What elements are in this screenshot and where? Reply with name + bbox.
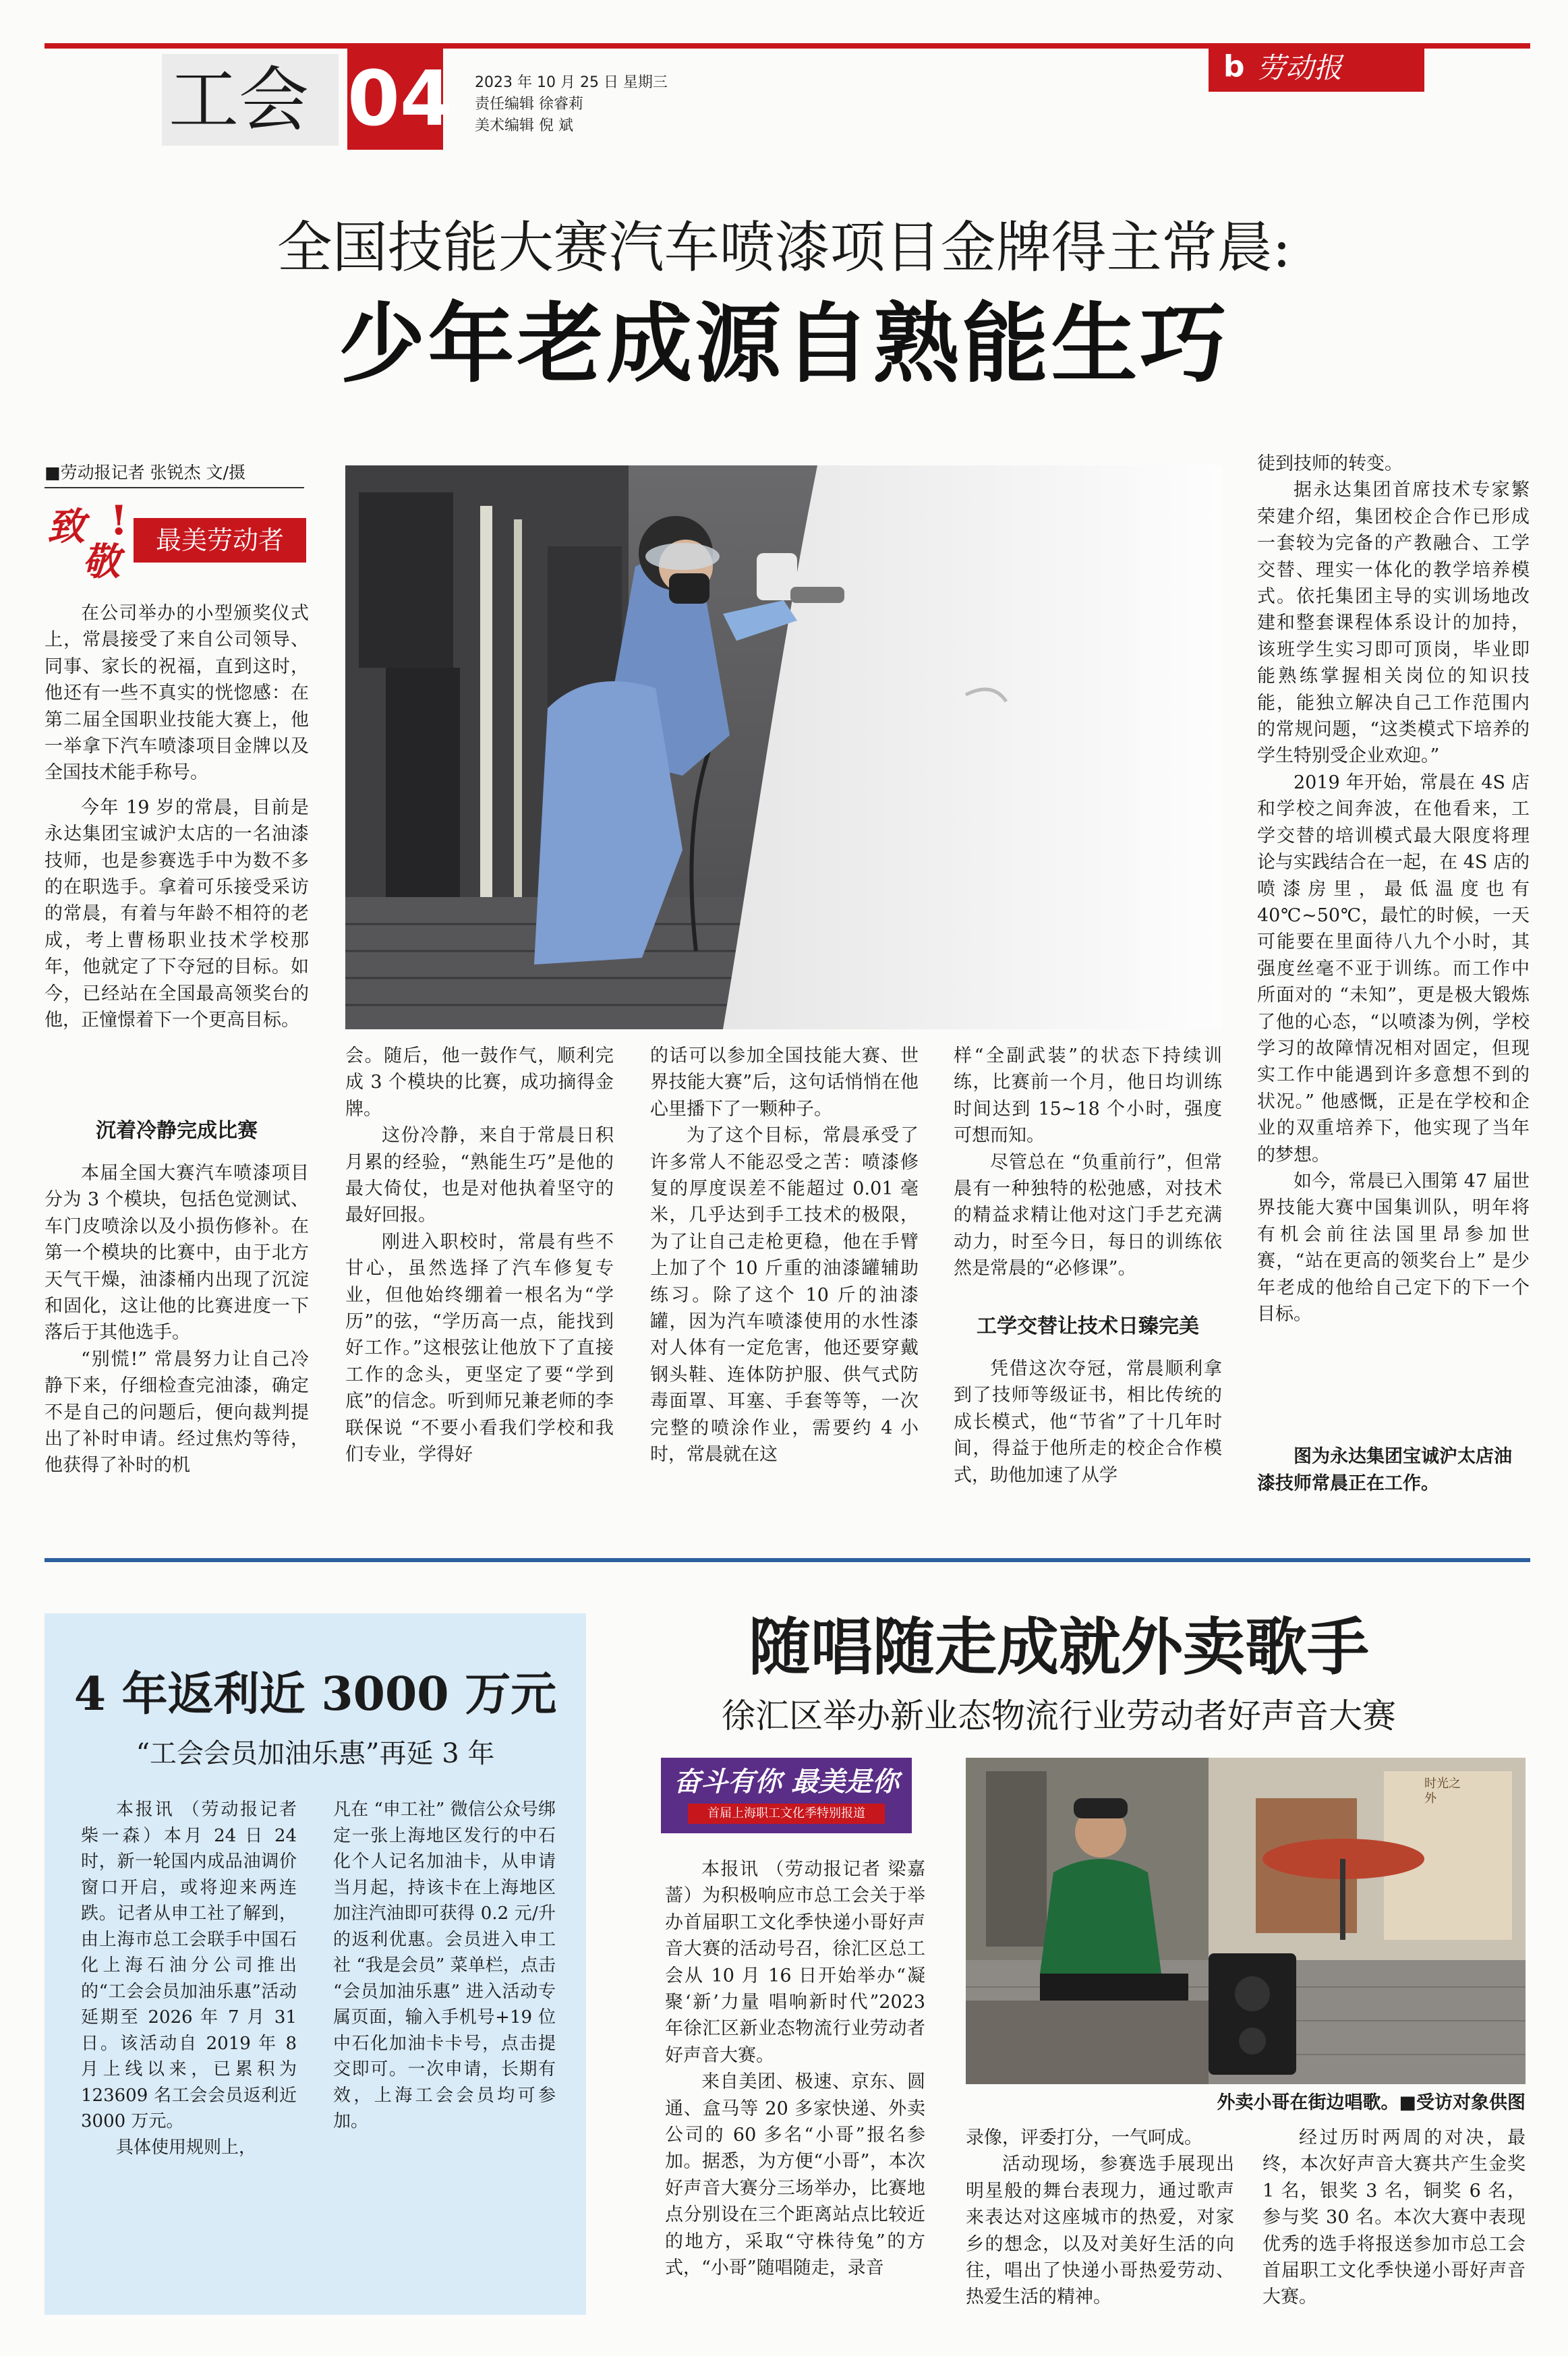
second-subheadline: 徐汇区举办新业态物流行业劳动者好声音大赛 [722,1696,1396,1735]
street-singer-photo [966,1758,1526,2084]
paragraph: 录像，评委打分，一气呵成。 [966,2127,1202,2148]
paragraph: 的话可以参加全国技能大赛、世界技能大赛”后，这句话悄悄在他心里播下了一颗种子。 [650,1045,919,1120]
main-photo[interactable] [345,465,1222,1029]
section-divider [45,1558,1530,1562]
paragraph: 本报讯 （劳动报记者 柴一森）本月 24 日 24 时，新一轮国内成品油调价窗口开启，或将迎来两连跌。记者从申工社了解到，由上海市总工会联手中国石化上海石油分公司推出的“工会会员加油乐惠”活动延期至 2026 年 7 月 31 日。该活动自 2019 年 8 月上线以来，已累积为 123609 名工会会员返利近 3000 万元。 [81,1800,297,2131]
paragraph: 具体使用规则上， [116,2137,257,2158]
paragraph: 尽管总在 “负重前行”，但常晨有一种独特的松弛感，对技术的精益求精让他对这门手艺充满动力，时至今日，每日的训练依然是常晨的“必修课”。 [954,1151,1222,1280]
article-column-5 [1257,451,1530,1327]
byline-rule [45,487,304,488]
article-column-4 [954,1043,1222,1282]
paragraph: 经过历时两周的对决，最终，本次好声音大赛共产生金奖 1 名，银奖 3 名，铜奖 6 名，参与奖 30 名。本次大赛中表现优秀的选手将报送参加市总工会首届职工文化季快递小哥好声音大赛。 [1262,2127,1526,2308]
paragraph: 这份冷静，来自于常晨日积月累的经验，“熟能生巧”是他的最大倚仗，也是对他执着坚守的最好回报。 [345,1125,614,1226]
column-badge: 最美劳动者 [134,518,306,563]
culture-season-banner[interactable] [661,1758,912,1833]
subhead: 沉着冷静完成比赛 [96,1119,258,1143]
photo-caption: 图为永达集团宝诚沪太店油漆技师常晨正在工作。 [1257,1446,1512,1494]
second-column-1 [665,1856,925,2282]
exclamation-mark-icon: ! [110,497,128,544]
shop-sign: 时光之外 [1424,1777,1461,1806]
article-column-4b [954,1356,1222,1489]
art-editor-line: 美术编辑 倪 斌 [475,117,573,134]
article-headline: 少年老成源自熟能生巧 [339,293,1229,395]
paragraph: 本报讯 （劳动报记者 梁嘉蔷）为积极响应市总工会关于举办首届职工文化季快递小哥好声音大赛的活动号召，徐汇区总工会从 10 月 16 日开始举办“凝聚‘新’力量 唱响新时代”2023 年徐汇区新业态物流行业劳动者好声音大赛。 [665,1859,925,2066]
second-column-2 [966,2125,1234,2311]
logo-b-icon: b [1223,49,1245,84]
paragraph: 今年 19 岁的常晨，目前是永达集团宝诚沪太店的一名油漆技师，也是参赛选手中为数不多的在职选手。拿着可乐接受采访的常晨，有着与年龄不相符的老成，考上曹杨职业技术学校那年，他就定了下夺冠的目标。如今，已经站在全国最高领奖台的他，正憧憬着下一个更高目标。 [45,797,309,1031]
byline: ■劳动报记者 张锐杰 文/摄 [45,463,245,482]
date-line: 2023 年 10 月 25 日 星期三 [475,74,668,91]
paragraph: 据永达集团首席技术专家繁荣建介绍，集团校企合作已形成一套较为完备的产教融合、工学交替、理实一体化的教学培养模式。依托集团主导的实训场地改建和整套课程体系设计的加持，该班学生实习即可顶岗，毕业即能熟练掌握相关岗位的知识技能，能独立解决自己工作范围内的常规问题，“这类模式下培养的学生特别受企业欢迎。” [1257,480,1530,767]
column-tag-char-b: 敬 [82,540,120,584]
article-column-3 [650,1043,919,1468]
editor-line: 责任编辑 徐睿莉 [475,96,583,113]
paragraph: 样“全副武装”的状态下持续训练，比赛前一个月，他日均训练时间达到 15~18 个小时，强度可想而知。 [954,1045,1222,1147]
paragraph: 为了这个目标，常晨承受了许多常人不能忍受之苦：喷漆修复的厚度误差不能超过 0.01 毫米，几乎达到手工技术的极限，为了让自己走枪更稳，他在手臂上加了个 10 斤重的油漆罐辅助练习。除了这个 10 斤的油漆罐，因为汽车喷漆使用的水性漆对人体有一定危害，他还要穿戴钢头鞋、连体防护服、供气式防毒面罩、耳塞、手套等等，一次完整的喷涂作业，需要约 4 小时，常晨就在这 [650,1125,919,1466]
section-name: 工会 [169,59,310,141]
paragraph: 2019 年开始，常晨在 4S 店和学校之间奔波，在他看来，工学交替的培训模式最大限度将理论与实践结合在一起，在 4S 店的喷漆房里，最低温度也有 40℃~50℃，最忙的时候，一天可能要在里面待八九个小时，其强度丝毫不亚于训练。而工作中所面对的 “未知”，更是极大锻炼了他的心态，“以喷漆为例，学校学习的故障情况相对固定，但现实工作中能遇到许多意想不到的状况。” 他感慨，正是在学校和企业的双重培养下，他实现了当年的梦想。 [1257,772,1530,1166]
box-column-1 [81,1797,297,2160]
box-column-2 [333,1797,556,2135]
article-kicker: 全国技能大赛汽车喷漆项目金牌得主常晨: [277,216,1291,280]
column-tag-char-a: 致 [47,505,85,549]
banner-title: 奋斗有你 最美是你 [674,1766,899,1798]
paragraph: 来自美团、极速、京东、圆通、盒马等 20 多家快递、外卖公司的 60 多名“小哥”报名参加。据悉，为方便“小哥”，本次好声音大赛分三场举办，比赛地点分别设在三个距离站点比较近的地方，采取“守株待兔”的方式，“小哥”随唱随走，录音 [665,2071,925,2279]
second-headline: 随唱随走成就外卖歌手 [748,1611,1369,1684]
paragraph: 凡在 “申工社” 微信公众号绑定一张上海地区发行的中石化个人记名加油卡，从申请当月起，持该卡在上海地区加注汽油即可获得 0.2 元/升的返利优惠。会员进入申工社 “我是会员” 菜单栏，点击 “会员加油乐惠” 进入活动专属页面，输入手机号+19 位中石化加油卡卡号，点击提交即可。一次申请，长期有效，上海工会会员均可参加。 [333,1800,556,2131]
article-column-2 [345,1043,614,1468]
paragraph: “别慌!” 常晨努力让自己冷静下来，仔细检查完油漆，确定不是自己的问题后，便向裁判提出了补时申请。经过焦灼等待，他获得了补时的机 [45,1348,309,1476]
box-subtitle: “工会会员加油乐惠”再延 3 年 [136,1738,495,1769]
paragraph: 刚进入职校时，常晨有些不甘心，虽然选择了汽车修复专业，但他始终绷着一根名为“学历”的弦，“学历高一点，能找到好工作。”这根弦让他放下了直接工作的念头，更坚定了要“学到底”的信念。听到师兄兼老师的李联保说 “不要小看我们学校和我们专业，学得好 [345,1231,614,1466]
paragraph: 活动现场，参赛选手展现出明星般的舞台表现力，通过歌声来表达对这座城市的热爱，对家乡的想念，以及对美好生活的向往，唱出了快递小哥热爱劳动、热爱生活的精神。 [966,2154,1234,2308]
paragraph: 如今，常晨已入围第 47 届世界技能大赛中国集训队，明年将有机会前往法国里昂参加世赛，“站在更高的领奖台上” 是少年老成的他给自己定下的下一个目标。 [1257,1170,1530,1325]
paragraph: 凭借这次夺冠，常晨顺利拿到了技师等级证书，相比传统的成长模式，他“节省”了十几年时间，得益于他所走的校企合作模式，助他加速了从学 [954,1358,1222,1486]
paragraph: 徒到技师的转变。 [1257,453,1403,474]
paragraph: 本届全国大赛汽车喷漆项目分为 3 个模块，包括色觉测试、车门皮喷涂以及小损伤修补。在第一个模块的比赛中，由于北方天气干燥，油漆桶内出现了沉淀和固化，这让他的比赛进度一下落后于其他选手。 [45,1163,309,1344]
singer-photo[interactable] [966,1758,1526,2084]
spray-painting-photo [345,465,1222,1029]
photo-caption: 外卖小哥在街边唱歌。■受访对象供图 [1217,2092,1526,2113]
page-number: 04 [347,49,443,150]
paragraph: 在公司举办的小型颁奖仪式上，常晨接受了来自公司领导、同事、家长的祝福，直到这时，他还有一些不真实的恍惚感：在第二届全国职业技能大赛上，他一举拿下汽车喷漆项目金牌以及全国技术能手称号。 [45,603,309,784]
box-title: 4 年返利近 3000 万元 [74,1667,557,1721]
subhead: 工学交替让技术日臻完美 [977,1315,1199,1338]
logo-text: 劳动报 [1257,51,1343,84]
paragraph: 会。随后，他一鼓作气，顺利完成 3 个模块的比赛，成功摘得金牌。 [345,1045,614,1120]
article-column-1b [45,1160,309,1479]
banner-subtitle: 首届上海职工文化季特别报道 [688,1804,885,1824]
article-column-1 [45,600,309,1034]
second-column-3 [1262,2125,1526,2311]
